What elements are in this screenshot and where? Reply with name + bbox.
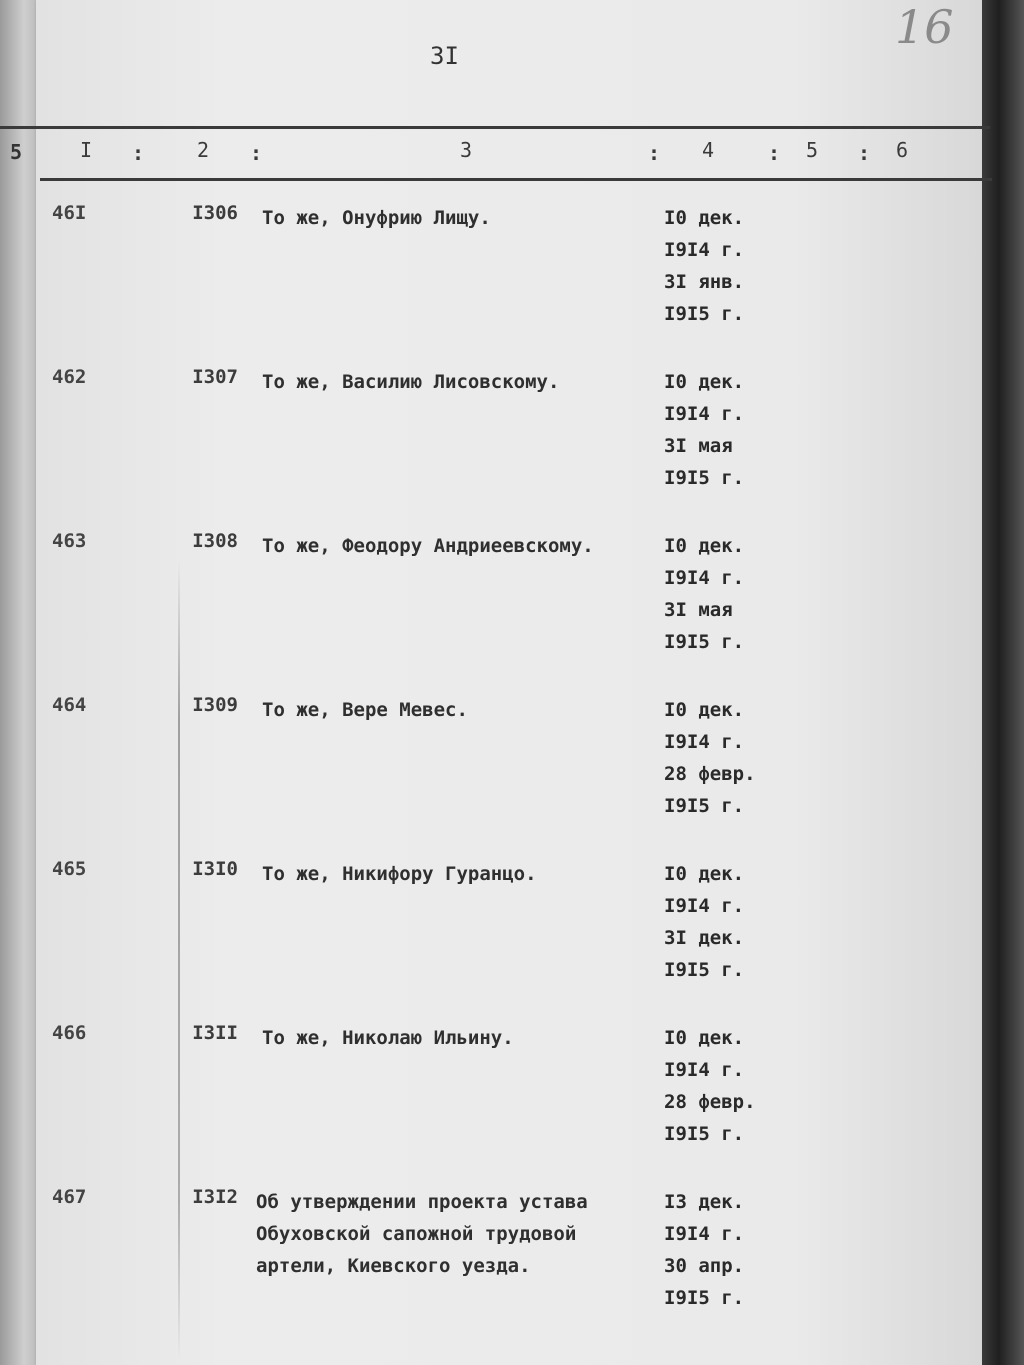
date-line: I9I4 г. [664, 403, 745, 425]
document-number: I309 [192, 694, 238, 716]
date-line: I9I5 г. [664, 467, 745, 489]
entry-dates [664, 858, 794, 986]
table-row [0, 1186, 1024, 1346]
table-row [0, 1022, 1024, 1182]
entry-description [262, 694, 662, 726]
date-line: I0 дек. [664, 207, 745, 229]
date-line: 3I мая [664, 599, 733, 621]
entry-description [262, 366, 662, 398]
date-line: I3 дек. [664, 1191, 745, 1213]
entry-number: 466 [52, 1022, 87, 1044]
entry-dates [664, 1022, 794, 1150]
description-line: То же, Николаю Ильину. [262, 1027, 514, 1049]
column-separator: : [768, 141, 781, 165]
entry-dates [664, 1186, 794, 1314]
column-header-4: 4 [702, 138, 715, 162]
document-number: I307 [192, 366, 238, 388]
description-line: То же, Василию Лисовскому. [262, 371, 560, 393]
entry-number: 46I [52, 202, 87, 224]
date-line: I9I4 г. [664, 1223, 745, 1245]
entry-description [262, 858, 662, 890]
entry-dates [664, 530, 794, 658]
column-header-1: I [80, 138, 93, 162]
previous-page-column-number: 5 [10, 140, 23, 164]
date-line: I0 дек. [664, 371, 745, 393]
date-line: I9I5 г. [664, 1287, 745, 1309]
date-line: I9I4 г. [664, 895, 745, 917]
entry-dates [664, 202, 794, 330]
column-header-6: 6 [896, 138, 909, 162]
date-line: I0 дек. [664, 1027, 745, 1049]
date-line: I0 дек. [664, 863, 745, 885]
description-line: Обуховской сапожной трудовой [256, 1223, 577, 1245]
column-separator: : [132, 141, 145, 165]
date-line: I9I5 г. [664, 959, 745, 981]
entry-number: 467 [52, 1186, 87, 1208]
table-row [0, 530, 1024, 690]
date-line: I9I4 г. [664, 731, 745, 753]
date-line: I0 дек. [664, 699, 745, 721]
description-line: Об утверждении проекта устава [256, 1191, 588, 1213]
entry-number: 463 [52, 530, 87, 552]
entry-description [262, 202, 662, 234]
entry-description [262, 1022, 662, 1054]
date-line: I9I4 г. [664, 1059, 745, 1081]
table-row [0, 858, 1024, 1018]
description-line: То же, Феодору Андриеевскому. [262, 535, 594, 557]
document-number: I3I2 [192, 1186, 238, 1208]
date-line: I9I5 г. [664, 1123, 745, 1145]
document-number: I3I0 [192, 858, 238, 880]
document-number: I306 [192, 202, 238, 224]
description-line: То же, Онуфрию Лищу. [262, 207, 491, 229]
entry-number: 465 [52, 858, 87, 880]
table-row [0, 202, 1024, 362]
date-line: I9I4 г. [664, 567, 745, 589]
date-line: 3I дек. [664, 927, 745, 949]
entry-dates [664, 694, 794, 822]
date-line: I9I5 г. [664, 631, 745, 653]
date-line: I9I4 г. [664, 239, 745, 261]
description-line: То же, Вере Мевес. [262, 699, 468, 721]
date-line: I9I5 г. [664, 795, 745, 817]
table-row [0, 366, 1024, 526]
entry-number: 462 [52, 366, 87, 388]
handwritten-sheet-number: 16 [895, 0, 954, 54]
entry-description [262, 530, 662, 562]
entry-dates [664, 366, 794, 494]
column-header-3: 3 [460, 138, 473, 162]
column-header-2: 2 [197, 138, 210, 162]
document-number: I308 [192, 530, 238, 552]
column-header-5: 5 [806, 138, 819, 162]
column-separator: : [648, 141, 661, 165]
date-line: I9I5 г. [664, 303, 745, 325]
table-row [0, 694, 1024, 854]
description-line: артели, Киевского уезда. [256, 1255, 531, 1277]
column-separator: : [858, 141, 871, 165]
date-line: 28 февр. [664, 763, 756, 785]
entry-number: 464 [52, 694, 87, 716]
date-line: I0 дек. [664, 535, 745, 557]
entry-description [256, 1186, 656, 1282]
document-number: I3II [192, 1022, 238, 1044]
date-line: 28 февр. [664, 1091, 756, 1113]
page-number: 3I [430, 42, 459, 70]
description-line: То же, Никифору Гуранцо. [262, 863, 537, 885]
date-line: 30 апр. [664, 1255, 745, 1277]
column-separator: : [250, 141, 263, 165]
date-line: 3I янв. [664, 271, 745, 293]
date-line: 3I мая [664, 435, 733, 457]
